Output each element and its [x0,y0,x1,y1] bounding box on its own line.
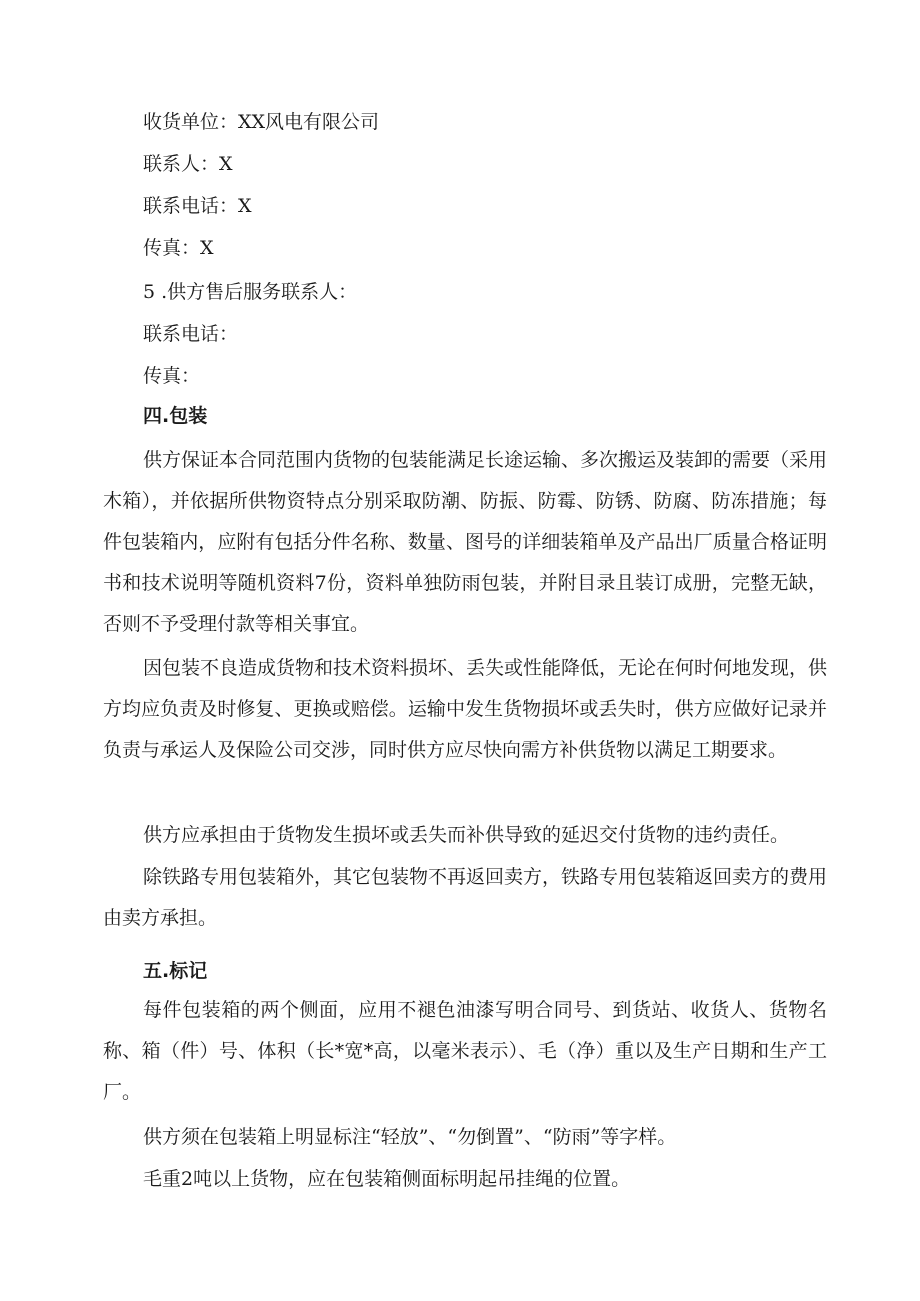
packaging-paragraph-3: 供方应承担由于货物发生损坏或丢失而补供导致的延迟交付货物的违约责任。 [143,824,790,846]
section-heading-marking: 五.标记 [143,960,208,982]
packaging-paragraph-2: 因包装不良造成货物和技术资料损坏、丢失或性能降低，无论在何时何地发现，供方均应负责及时修复、更换或赔偿。运输中发生货物损坏或丢失时，供方应做好记录并负责与承运人及保险公司交涉，同时供方应尽快向需方补供货物以满足工期要求。 [103,657,828,761]
after-sales-contact-line: 5 .供方售后服务联系人： [143,281,358,303]
contact-phone-line: 联系电话：X [143,195,252,217]
contact-person-line: 联系人：X [143,153,233,175]
section-heading-packaging: 四.包装 [143,405,208,427]
marking-paragraph-2: 供方须在包装箱上明显标注“轻放”、“勿倒置”、“防雨”等字样。 [143,1126,677,1148]
packaging-paragraph-1: 供方保证本合同范围内货物的包装能满足长途运输、多次搬运及装卸的需要（采用木箱），并依据所供物资特点分别采取防潮、防振、防霉、防锈、防腐、防冻措施；每件包装箱内，应附有包括分件名称、数量、图号的详细装箱单及产品出厂质量合格证明书和技术说明等随机资料7份，资料单独防雨包装，并附目录且装订成册，完整无缺，否则不予受理付款等相关事宜。 [103,449,828,635]
after-sales-fax-line: 传真： [143,365,201,387]
packaging-paragraph-4: 除铁路专用包装箱外，其它包装物不再返回卖方，铁路专用包装箱返回卖方的费用由卖方承担。 [103,866,828,929]
fax-line: 传真：X [143,237,214,259]
after-sales-phone-line: 联系电话： [143,323,239,345]
marking-paragraph-3: 毛重2吨以上货物，应在包装箱侧面标明起吊挂绳的位置。 [143,1168,631,1190]
marking-paragraph-1: 每件包装箱的两个侧面，应用不褪色油漆写明合同号、到货站、收货人、货物名称、箱（件）号、体积（长*宽*高，以毫米表示）、毛（净）重以及生产日期和生产工厂。 [103,999,827,1103]
receiver-line: 收货单位：XX风电有限公司 [143,111,380,133]
